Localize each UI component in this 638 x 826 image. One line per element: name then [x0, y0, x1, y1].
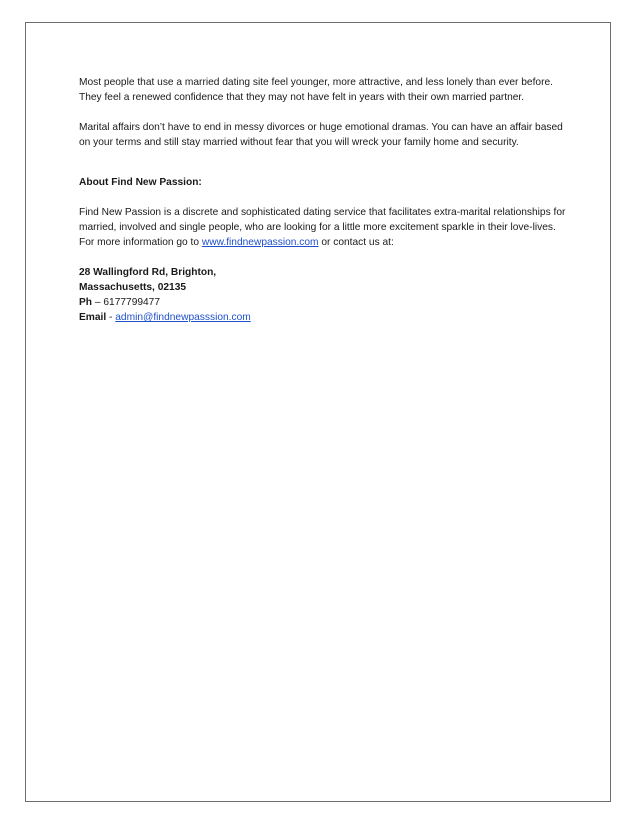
heading-spacer — [79, 190, 569, 205]
about-paragraph — [79, 205, 569, 250]
email-separator: - — [106, 312, 116, 323]
phone-line — [79, 295, 569, 310]
email-line — [79, 310, 569, 325]
website-link[interactable]: www.findnewpassion.com — [201, 237, 319, 248]
section-spacer — [79, 150, 569, 175]
contact-spacer — [79, 250, 569, 265]
about-text-end: or contact us at: — [318, 237, 394, 248]
email-label: Email — [79, 312, 107, 323]
about-heading: About Find New Passion: — [79, 177, 202, 188]
email-link[interactable]: admin@findnewpasssion.com — [115, 312, 251, 323]
address-line-2: Massachusetts, 02135 — [79, 282, 187, 293]
document-content — [79, 75, 569, 325]
phone-number: 6177799477 — [103, 297, 161, 308]
phone-label: Ph — [79, 297, 93, 308]
phone-separator: – — [92, 297, 104, 308]
paragraph-spacer — [79, 105, 569, 120]
intro-paragraph: Most people that use a married dating site feel younger, more attractive, and less lonely than ever before. They feel a renewed confidence that they may not have felt in years with their own married partner. — [79, 77, 553, 103]
about-text: Find New Passion is a discrete and sophisticated dating service that facilitates extra-marital relationships for married, involved and single people, who are looking for a little more excitement sparkle in their love-lives. For more information go to — [79, 207, 566, 248]
affairs-paragraph: Marital affairs don’t have to end in messy divorces or huge emotional dramas. You can have an affair based on your terms and still stay married without fear that you will wreck your family home and security. — [79, 122, 563, 148]
address-line-1: 28 Wallingford Rd, Brighton, — [79, 267, 217, 278]
